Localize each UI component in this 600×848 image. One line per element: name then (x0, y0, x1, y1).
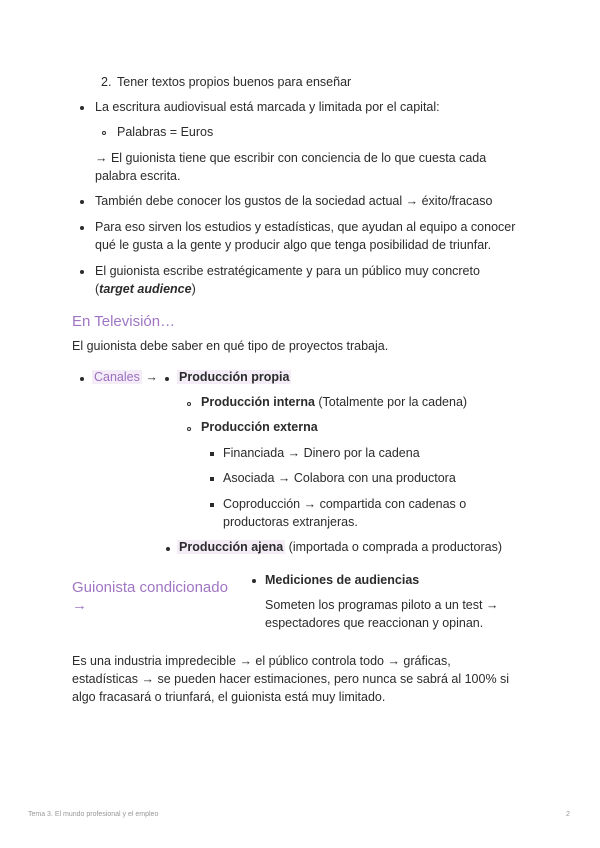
bullet-text: Para eso sirven los estudios y estadísticas, que ayudan al equipo a conocer (95, 220, 516, 234)
sub-bullet-marker (187, 427, 191, 431)
square-bullet-marker (210, 503, 214, 507)
bullet-marker (80, 226, 84, 230)
test-text: Someten los programas piloto a un test → (265, 598, 499, 612)
bullet-marker (80, 106, 84, 110)
page-number: 2 (566, 811, 570, 818)
bullet-text: qué le gusta a la gente y producir algo que tenga posibilidad de triunfar. (95, 238, 492, 252)
bullet-marker (80, 270, 84, 274)
section-heading-arrow: → (72, 597, 87, 614)
bullet-marker (166, 547, 170, 551)
target-audience-emphasis: target audience (99, 282, 192, 296)
coproduccion-item: Coproducción → compartida con cadenas o (223, 497, 467, 511)
produccion-interna: Producción interna (Totalmente por la cadena) (201, 395, 468, 409)
asociada-item: Asociada → Colabora con una productora (223, 471, 456, 485)
produccion-externa: Producción externa (201, 420, 318, 434)
square-bullet-marker (210, 452, 214, 456)
bullet-text-target: (target audience) (95, 282, 196, 296)
bullet-marker (165, 377, 169, 381)
sub-bullet-marker (187, 402, 191, 406)
canales-label: Canales → (94, 370, 158, 384)
bullet-text: El guionista escribe estratégicamente y para un público muy concreto (95, 264, 480, 278)
closing-paragraph: estadísticas → se pueden hacer estimaciones, pero nunca se sabrá al 100% si (72, 672, 510, 686)
closing-paragraph: algo fracasará o triunfará, el guionista está muy limitado. (72, 690, 386, 704)
note-text: palabra escrita. (95, 169, 181, 183)
sub-bullet-text: Palabras = Euros (117, 125, 214, 139)
square-bullet-marker (210, 477, 214, 481)
section-heading-condicionado: Guionista condicionado (72, 579, 228, 596)
bullet-marker (80, 200, 84, 204)
produccion-propia: Producción propia (179, 370, 290, 384)
note-text: → El guionista tiene que escribir con conciencia de lo que cuesta cada (95, 151, 487, 165)
bullet-text: También debe conocer los gustos de la sociedad actual → éxito/fracaso (95, 194, 493, 208)
bullet-text: La escritura audiovisual está marcada y limitada por el capital: (95, 100, 440, 114)
sub-bullet-marker (102, 131, 106, 135)
section-heading-television: En Televisión… (72, 313, 176, 330)
bullet-marker (252, 579, 256, 583)
closing-paragraph: Es una industria impredecible → el público controla todo → gráficas, (72, 654, 451, 668)
bullet-marker (80, 377, 84, 381)
list-number: 2. (101, 75, 112, 89)
coproduccion-item: productoras extranjeras. (223, 515, 358, 529)
section-intro: El guionista debe saber en qué tipo de proyectos trabaja. (72, 339, 389, 353)
numbered-item-text: Tener textos propios buenos para enseñar (117, 75, 352, 89)
test-text: espectadores que reaccionan y opinan. (265, 616, 484, 630)
produccion-ajena: Producción ajena (importada o comprada a productoras) (179, 540, 502, 554)
footer-title: Tema 3. El mundo profesional y el empleo (28, 811, 159, 818)
financiada-item: Financiada → Dinero por la cadena (223, 446, 420, 460)
mediciones-audiencias: Mediciones de audiencias (265, 573, 420, 587)
